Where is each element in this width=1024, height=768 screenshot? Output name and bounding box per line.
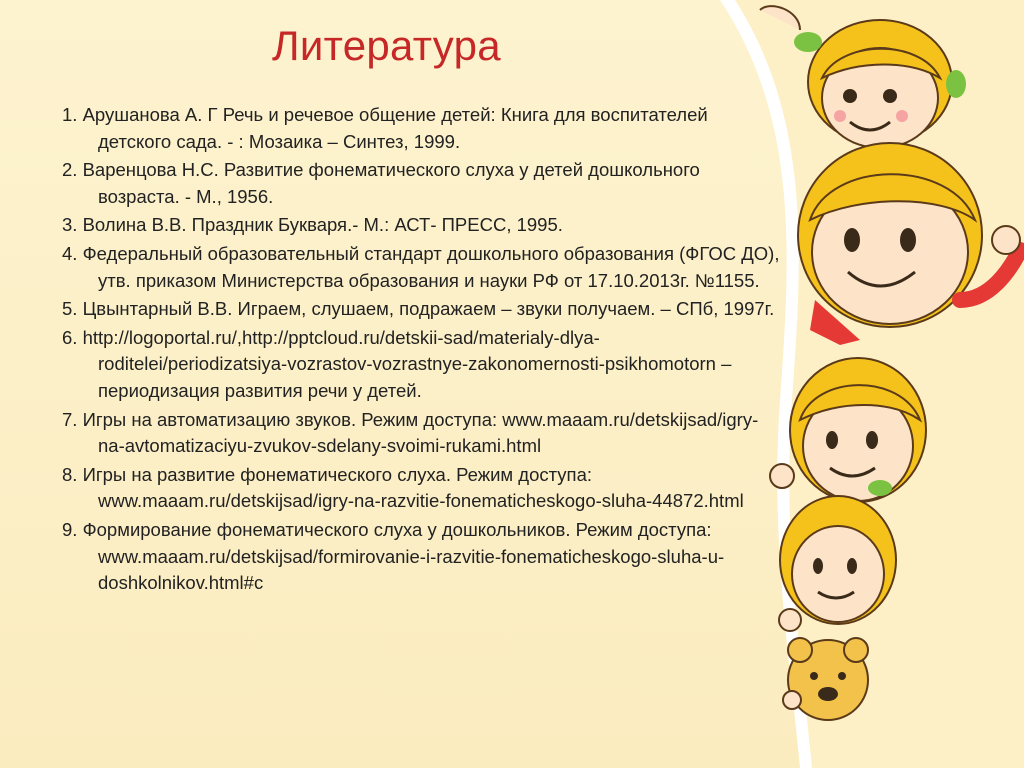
references-list: [62, 102, 782, 599]
reference-item: 4. Федеральный образовательный стандарт дошкольного образования (ФГОС ДО), утв. приказом Министерства образования и науки РФ от 17.10.2013г. №1155.: [62, 242, 780, 291]
reference-item: 6. http://logoportal.ru/,http://pptcloud.ru/detskii-sad/materialy-dlya-roditelei/periodizatsiya-vozrastov-vozrastnye-zakonomernosti-psikhomotorn – периодизация развития речи у детей.: [62, 326, 732, 401]
page-title: Литература: [272, 22, 501, 69]
reference-item: 3. Волина В.В. Праздник Букваря.- М.: АСТ- ПРЕСС, 1995.: [62, 214, 563, 236]
teddy-bear-figure: [783, 638, 868, 720]
reference-item: 8. Игры на развитие фонематического слуха. Режим доступа: www.maaam.ru/detskijsad/igry-na-razvitie-fonematicheskogo-sluha-44872.html: [62, 463, 744, 512]
cartoon-kids-illustration: [700, 0, 1024, 768]
reference-item: 2. Варенцова Н.С. Развитие фонематического слуха у детей дошкольного возраста. - М., 1956.: [62, 159, 700, 207]
reference-item: 5. Цвынтарный В.В. Играем, слушаем, подражаем – звуки получаем. – СПб, 1997г.: [62, 298, 775, 320]
reference-item: 9. Формирование фонематического слуха у дошкольников. Режим доступа: www.maaam.ru/detskijsad/formirovanie-i-razvitie-fonematicheskogo-sluha-u-doshkolnikov.html#c: [62, 518, 725, 594]
reference-item: 1. Арушанова А. Г Речь и речевое общение детей: Книга для воспитателей детского сада. - : Мозаика – Синтез, 1999.: [62, 104, 708, 152]
reference-item: 7. Игры на автоматизацию звуков. Режим доступа: www.maaam.ru/detskijsad/igry-na-avtomatizaciyu-zvukov-sdelany-svoimi-rukami.html: [62, 408, 759, 457]
